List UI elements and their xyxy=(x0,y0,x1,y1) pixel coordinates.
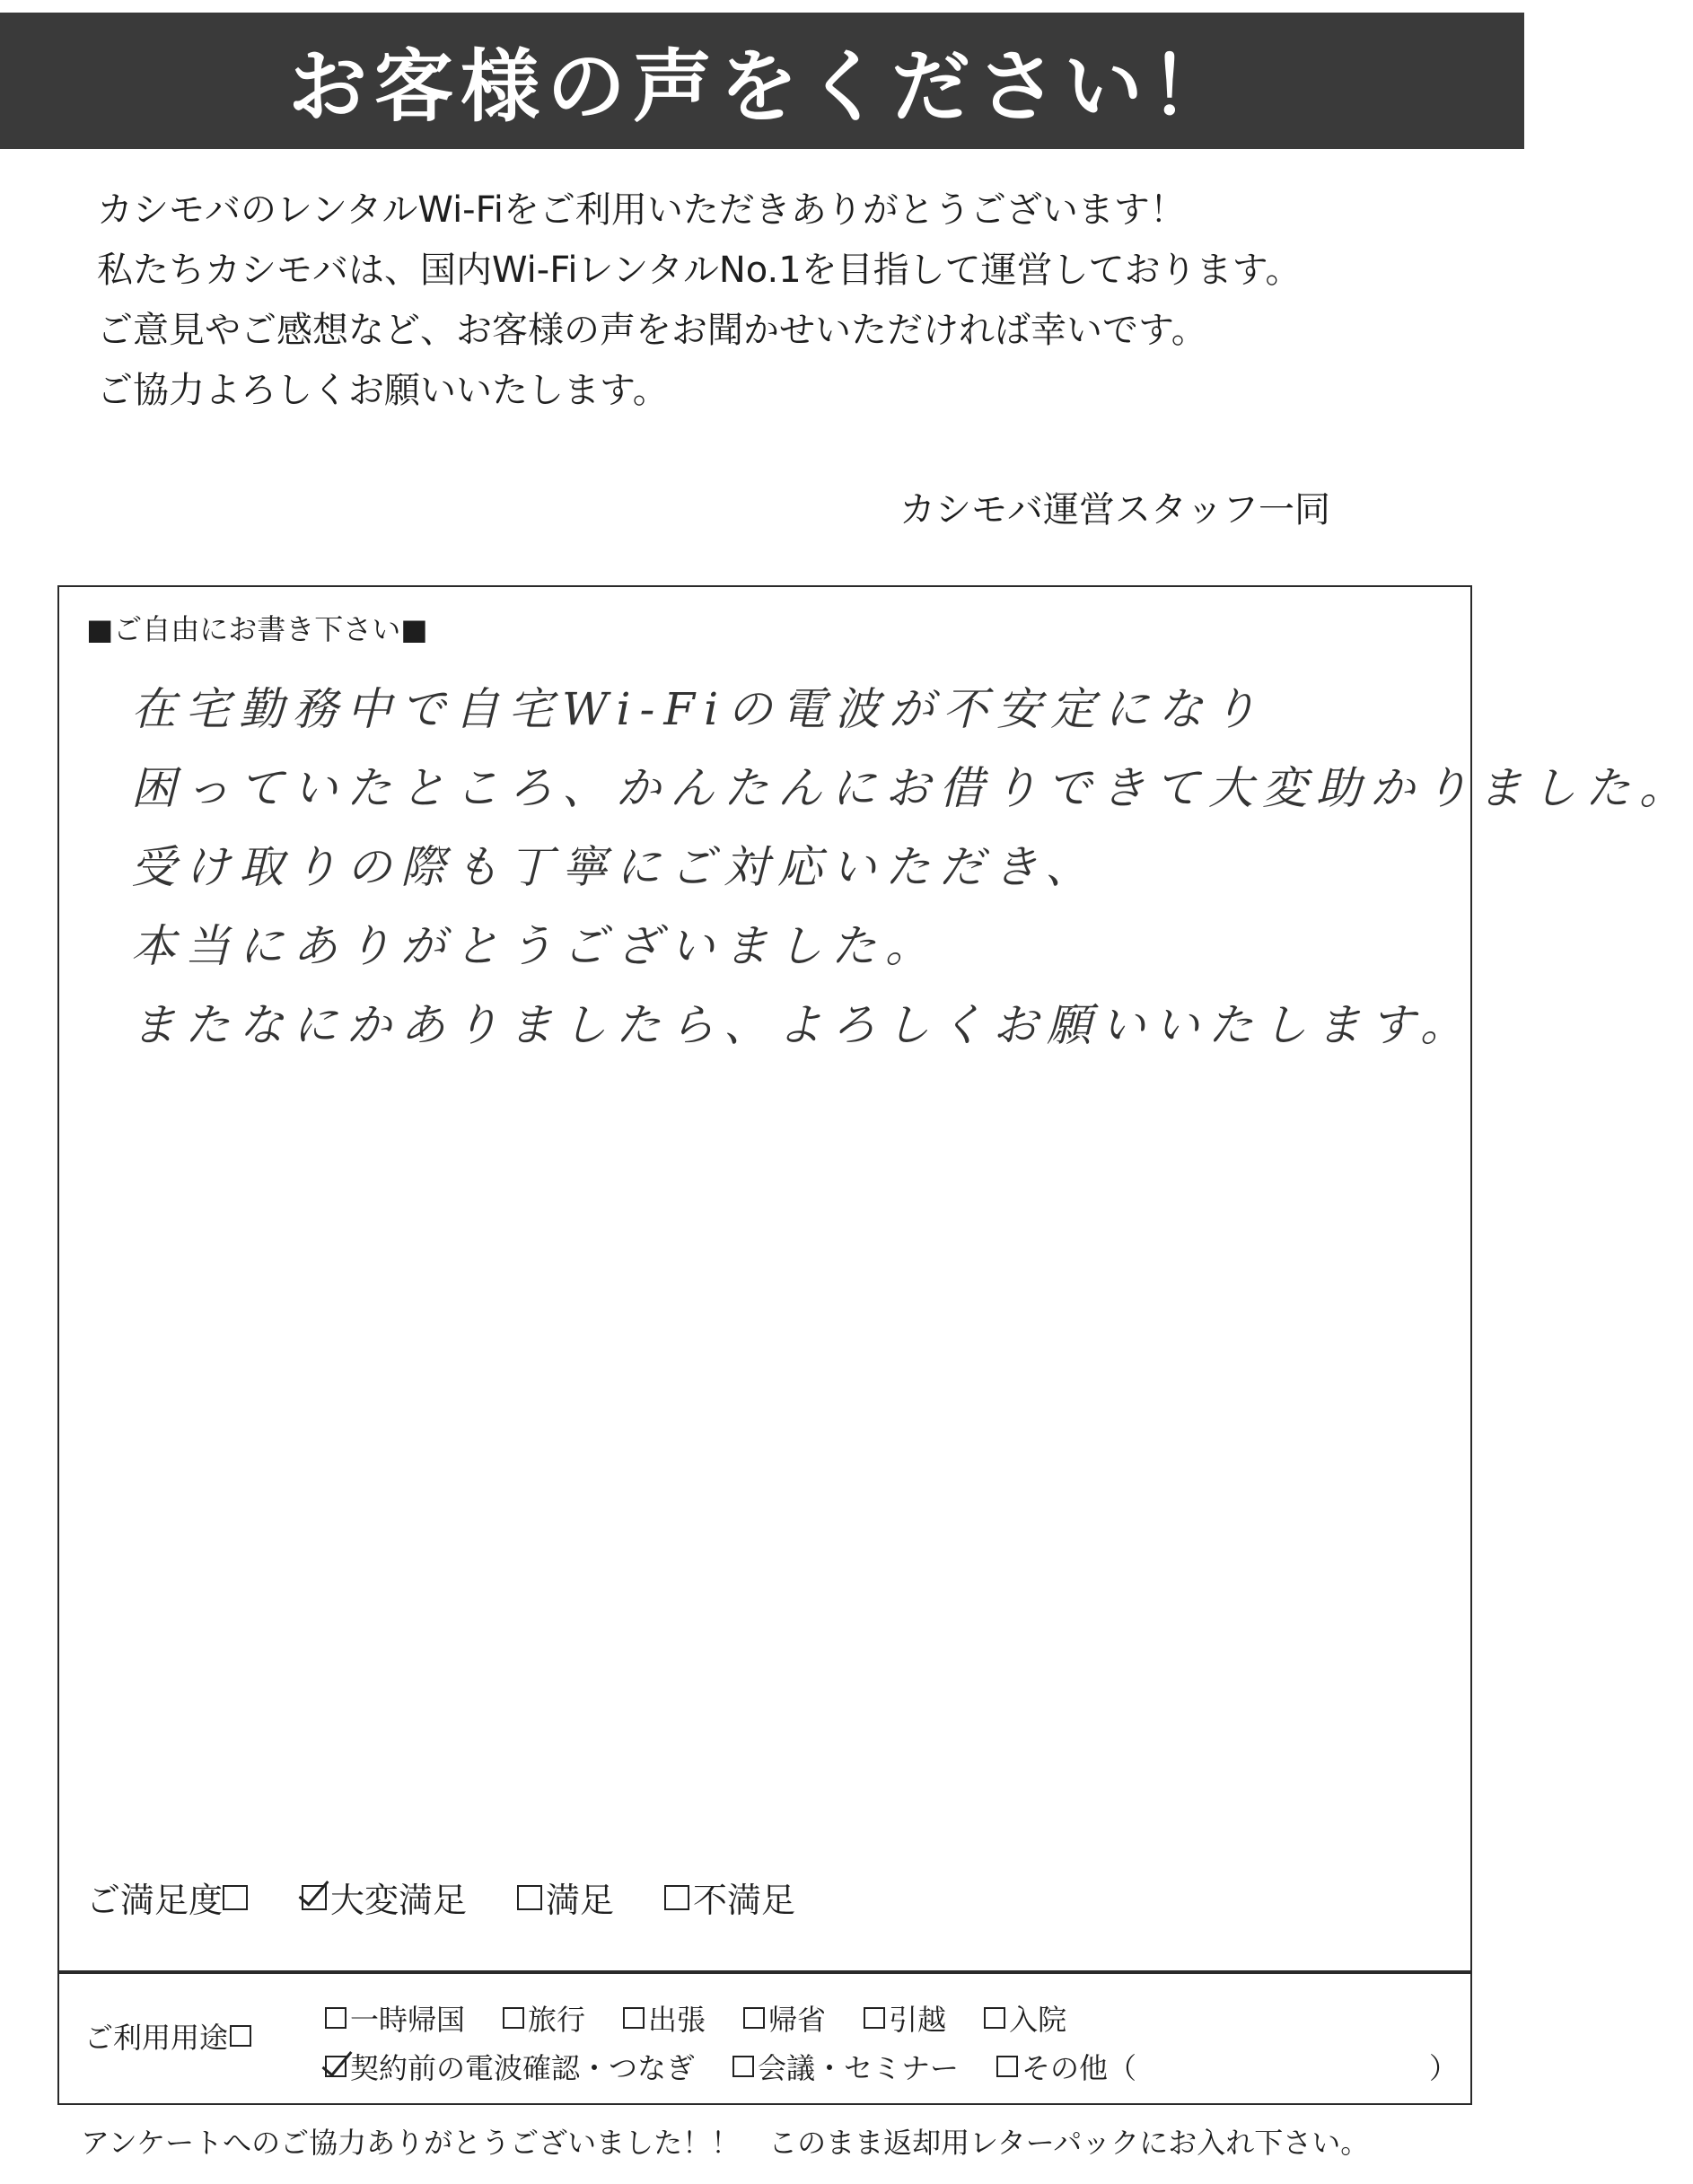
option-label: その他（ xyxy=(1022,2051,1137,2085)
satisfaction-option-dissatisfied[interactable] xyxy=(664,1873,795,1922)
option-label: 引越 xyxy=(889,2003,947,2037)
intro-line: ご協力よろしくお願いいたします。 xyxy=(97,370,669,411)
option-label: 一時帰国 xyxy=(350,2003,466,2037)
header-banner xyxy=(0,13,1524,149)
satisfaction-option-satisfied[interactable] xyxy=(517,1873,614,1922)
usage-option-homecoming[interactable] xyxy=(743,1997,826,2039)
option-label: 満足 xyxy=(546,1881,615,1920)
usage-option-meeting-seminar[interactable] xyxy=(732,2046,959,2087)
intro-line: カシモバのレンタルWi-Fiをご利用いただきありがとうございます！ xyxy=(97,189,1186,231)
footer-note: アンケートへのご協力ありがとうございました！！ このまま返却用レターパックにお入れ下さい。 xyxy=(81,2126,1370,2160)
staff-signature: カシモバ運営スタッフ一同 xyxy=(899,489,1330,531)
handwritten-comment xyxy=(131,681,1693,1076)
option-label: 入院 xyxy=(1009,2003,1067,2037)
usage-option-signal-check[interactable] xyxy=(325,2046,695,2087)
satisfaction-option-very-satisfied[interactable] xyxy=(302,1873,467,1922)
checkbox-icon[interactable] xyxy=(864,2007,885,2029)
usage-label: ご利用用途 xyxy=(84,2021,229,2055)
checkbox-icon[interactable] xyxy=(996,2056,1018,2077)
handwritten-line: 在宅勤務中で自宅Wi-Fiの電波が不安定になり xyxy=(131,683,1267,735)
checkbox-icon[interactable] xyxy=(623,2007,645,2029)
checkbox-icon[interactable] xyxy=(325,2007,346,2029)
handwritten-line: 受け取りの際も丁寧にご対応いただき、 xyxy=(131,841,1099,893)
handwritten-line: 本当にありがとうございました。 xyxy=(131,920,939,972)
usage-option-moving[interactable] xyxy=(864,1997,946,2039)
usage-option-temporary-return[interactable] xyxy=(325,1997,465,2039)
page-title: お客様の声をください！ xyxy=(287,40,1236,133)
free-comment-box xyxy=(57,585,1693,1972)
other-close-paren: ） xyxy=(1429,2051,1459,2085)
option-label: 旅行 xyxy=(528,2003,586,2037)
checkbox-icon[interactable] xyxy=(743,2007,765,2029)
checkbox-icon[interactable] xyxy=(503,2007,524,2029)
option-label: 大変満足 xyxy=(330,1881,468,1920)
usage-options-row-1 xyxy=(325,1997,1104,2039)
checkbox-icon[interactable] xyxy=(732,2056,754,2077)
option-label: 会議・セミナー xyxy=(758,2051,960,2085)
satisfaction-row xyxy=(86,1873,795,1922)
usage-checkbox-icon xyxy=(230,2025,251,2047)
usage-option-hospital[interactable] xyxy=(984,1997,1066,2039)
checkbox-icon[interactable] xyxy=(517,1885,542,1910)
satisfaction-checkbox-icon xyxy=(223,1885,248,1910)
usage-option-travel[interactable] xyxy=(503,1997,585,2039)
usage-label-row xyxy=(84,2015,255,2057)
usage-options-row-2 xyxy=(325,2046,1174,2087)
free-comment-label: ■ご自由にお書き下さい■ xyxy=(86,612,428,646)
option-label: 不満足 xyxy=(693,1881,796,1920)
option-label: 帰省 xyxy=(768,2003,827,2037)
handwritten-line: 困っていたところ、かんたんにお借りできて大変助かりました。 xyxy=(131,762,1693,814)
handwritten-line: またなにかありましたら、よろしくお願いいたします。 xyxy=(131,999,1474,1051)
satisfaction-label: ご満足度 xyxy=(86,1881,224,1920)
intro-line: ご意見やご感想など、お客様の声をお聞かせいただければ幸いです。 xyxy=(97,310,1207,351)
checkbox-checked-icon[interactable] xyxy=(302,1885,327,1910)
intro-text xyxy=(97,184,1497,425)
option-label: 出張 xyxy=(648,2003,706,2037)
option-label: 契約前の電波確認・つなぎ xyxy=(350,2051,696,2085)
checkbox-icon[interactable] xyxy=(984,2007,1005,2029)
checkbox-checked-icon[interactable] xyxy=(325,2056,346,2077)
intro-line: 私たちカシモバは、国内Wi-FiレンタルNo.1を目指して運営しております。 xyxy=(97,250,1302,291)
usage-option-other[interactable] xyxy=(996,2046,1136,2087)
checkbox-icon[interactable] xyxy=(664,1885,689,1910)
usage-option-business-trip[interactable] xyxy=(623,1997,706,2039)
usage-box xyxy=(57,1972,1472,2105)
